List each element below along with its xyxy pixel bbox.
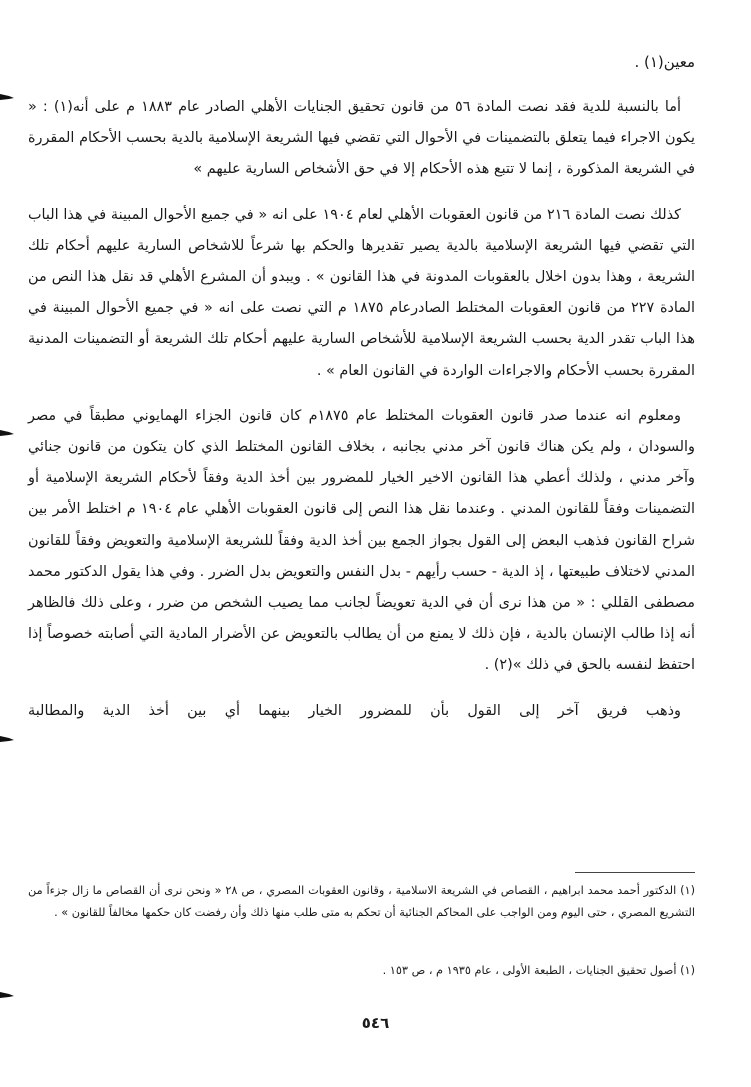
continued-line: معين(١) .: [634, 53, 695, 71]
footnote-2: (١) أصول تحقيق الجنايات ، الطبعة الأولى ، عام ١٩٣٥ م ، ص ١٥٣ .: [382, 964, 695, 977]
binding-mark-icon: [0, 92, 14, 102]
binding-mark-icon: [0, 734, 14, 744]
paragraph-1: أما بالنسبة للدية فقد نصت المادة ٥٦ من قانون تحقيق الجنايات الأهلي الصادر عام ١٨٨٣ م على أنه(١) : « يكون الاجراء فيما يتعلق بالتضمينات في الأحوال التي تقضي فيها الشريعة الإسلامية بالدية بحسب الأحكام المقررة في الشريعة المذكورة ، إنما لا تتبع هذه الأحكام إلا في حق الأشخاص السارية عليهم »: [28, 99, 695, 178]
footnote-1: (١) الدكتور أحمد محمد ابراهيم ، القصاص في الشريعة الاسلامية ، وقانون العقوبات المصري ، ص ٢٨ « ونحن نرى أن القصاص ما زال جزءاً من التشريع المصري ، حتى اليوم ومن الواجب على المحاكم الجنائية أن تحكم به متى طلب منها ذلك وأن رفضت كان حكمها مخالفاً للقانون » .: [28, 884, 695, 919]
paragraph-3: ومعلوم انه عندما صدر قانون العقوبات المختلط عام ١٨٧٥م كان قانون الجزاء الهمايوني مطبقاً في مصر والسودان ، ولم يكن هناك قانون آخر مدني بجانبه ، بخلاف القانون المختلط الذي كان يتكون من قانون جنائي وآخر مدني ، ولذلك أعطي هذا القانون الاخير الخيار للمضرور بين أخذ الدية وفقاً لأحكام الشريعة الإسلامية أو التضمينات وفقاً للقانون المدني . وعندما نقل هذا النص إلى قانون العقوبات الأهلي عام ١٩٠٤ م اختلط الأمر بين شراح القانون فذهب البعض إلى القول بجواز الجمع بين أخذ الدية وفقاً للشريعة الإسلامية والتعويض وفقاً للقانون المدني لاختلاف طبيعتها ، إذ الدية - حسب رأيهم - بدل النفس والتعويض بدل الضرر . وفي هذا يقول الدكتور محمد مصطفى القللي : « من هذا نرى أن في الدية تعويضاً لجانب مما يصيب الشخص من ضرر ، وعلى ذلك فالظاهر أنه إذا طالب الإنسان بالدية ، فإن ذلك لا يمنع من أن يطالب بالتعويض عن الأضرار المادية التي أصابته خصوصاً إذا احتفظ لنفسه بالحق في ذلك »(٢) .: [28, 407, 695, 674]
paragraph-4: وذهب فريق آخر إلى القول بأن للمضرور الخيار بينهما أي بين أخذ الدية والمطالبة: [28, 702, 681, 719]
page-number: ٥٤٦: [361, 1014, 390, 1032]
paragraph-2: كذلك نصت المادة ٢١٦ من قانون العقوبات الأهلي لعام ١٩٠٤ على انه « في جميع الأحوال المبينة في هذا الباب التي تقضي فيها الشريعة الإسلامية بالدية يصير تقديرها والحكم بها شرعاً للاشخاص السارية عليهم أحكام تلك الشريعة ، وهذا بدون اخلال بالعقوبات المدونة في هذا القانون » . ويبدو أن المشرع الأهلي قد نقل هذا النص من المادة ٢٢٧ من قانون العقوبات المختلط الصادرعام ١٨٧٥ م التي نصت على انه « في جميع الأحوال المبينة في هذا الباب تقدر الدية بحسب الشريعة الإسلامية للأشخاص السارية عليهم أحكام تلك الشريعة أو التضمينات المدنية المقررة بحسب الأحكام والاجراءات الواردة في القانون العام » .: [28, 206, 695, 379]
binding-mark-icon: [0, 990, 14, 1000]
main-text: [28, 92, 695, 741]
footnote-separator: [575, 872, 695, 873]
binding-mark-icon: [0, 428, 14, 438]
